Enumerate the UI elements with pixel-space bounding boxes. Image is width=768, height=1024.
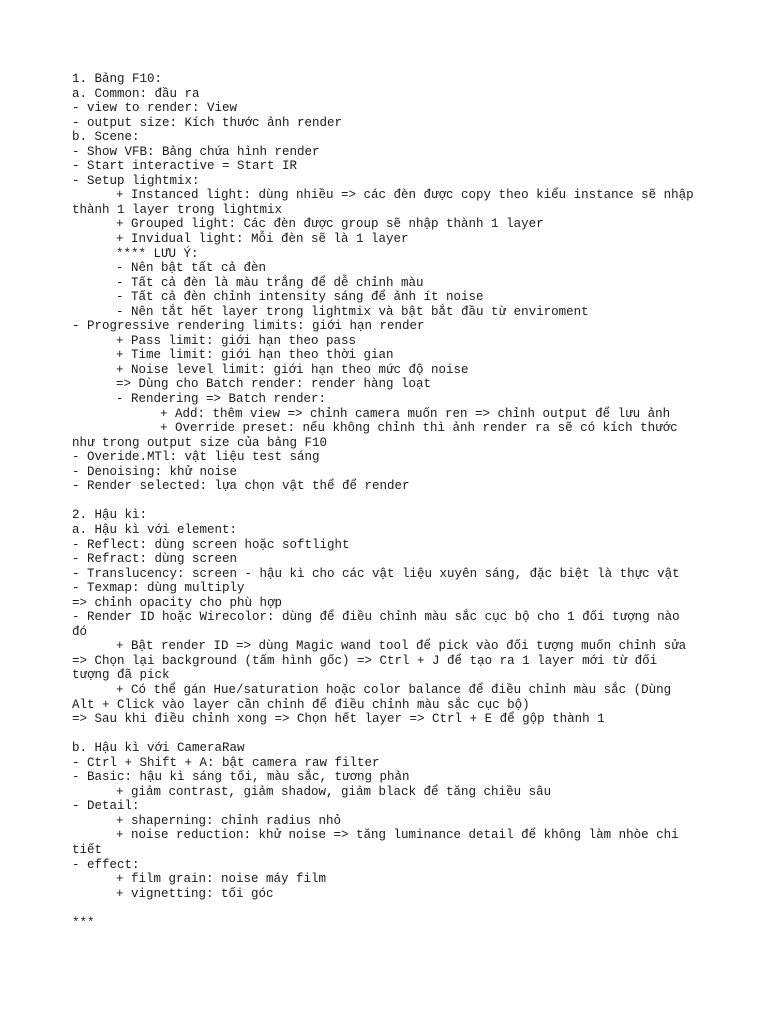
text-line: + Time limit: giới hạn theo thời gian — [116, 348, 394, 363]
text-line: - Detail: — [72, 799, 140, 814]
text-line: a. Common: đầu ra — [72, 86, 200, 101]
text-line: thành 1 layer trong lightmix — [72, 202, 283, 217]
text-line: + Grouped light: Các đèn được group sẽ nhập thành 1 layer — [116, 217, 544, 232]
text-line: - output size: Kích thước ảnh render — [72, 115, 343, 130]
text-line: => Sau khi điều chỉnh xong => Chọn hết layer => Ctrl + E để gộp thành 1 — [72, 712, 605, 727]
text-line: + Noise level limit: giới hạn theo mức độ noise — [116, 362, 469, 377]
text-line: - view to render: View — [72, 101, 238, 116]
text-line: - Nên bật tất cả đèn — [116, 261, 267, 276]
text-line: + noise reduction: khử noise => tăng luminance detail để không làm nhòe chi — [116, 828, 679, 843]
text-line: => Chọn lại background (tấm hình gốc) => Ctrl + J để tạo ra 1 layer mới từ đối — [72, 653, 658, 668]
text-line: - Denoising: khử noise — [72, 464, 238, 479]
text-line: + Có thể gán Hue/saturation hoặc color balance để điều chỉnh màu sắc (Dùng — [116, 682, 672, 697]
text-line: - Ctrl + Shift + A: bật camera raw filter — [72, 755, 380, 770]
text-line: + Bật render ID => dùng Magic wand tool để pick vào đối tượng muốn chỉnh sửa — [116, 639, 687, 654]
text-line: - Refract: dùng screen — [72, 552, 238, 567]
text-line: b. Scene: — [72, 130, 140, 145]
text-line: => Dùng cho Batch render: render hàng loạt — [116, 377, 432, 392]
text-line: - Start interactive = Start IR — [72, 159, 298, 174]
text-line: + Pass limit: giới hạn theo pass — [116, 333, 357, 348]
text-line: - Progressive rendering limits: giới hạn render — [72, 319, 425, 334]
blank-line — [72, 727, 700, 742]
text-line: tiết — [72, 842, 103, 857]
text-line: + giảm contrast, giảm shadow, giảm black để tăng chiều sâu — [116, 784, 552, 799]
text-line: 2. Hậu kì: — [72, 508, 148, 523]
text-line: - Texmap: dùng multiply — [72, 581, 245, 596]
blank-line — [72, 494, 700, 509]
text-line: - Tất cả đèn chỉnh intensity sáng để ảnh ít noise — [116, 290, 484, 305]
text-line: - Basic: hậu kì sáng tối, màu sắc, tương phản — [72, 770, 410, 785]
text-line: - Nên tắt hết layer trong lightmix và bật bắt đầu từ enviroment — [116, 304, 589, 319]
text-line: **** LƯU Ý: — [116, 246, 199, 261]
text-line: - Translucency: screen - hậu kì cho các vật liệu xuyên sáng, đặc biệt là thực vật — [72, 566, 680, 581]
text-line: => chỉnh opacity cho phù hợp — [72, 595, 283, 610]
text-line: Alt + Click vào layer cần chỉnh để điều chỉnh màu sắc cục bộ) — [72, 697, 530, 712]
text-line: *** — [72, 915, 95, 930]
text-line: - Overide.MTl: vật liệu test sáng — [72, 450, 320, 465]
text-line: + Add: thêm view => chỉnh camera muốn ren => chỉnh output để lưu ảnh — [160, 406, 671, 421]
text-line: - Show VFB: Bảng chứa hình render — [72, 144, 320, 159]
text-line: a. Hậu kì với element: — [72, 522, 238, 537]
text-line: đó — [72, 624, 88, 639]
text-line: - effect: — [72, 857, 140, 872]
text-line: - Reflect: dùng screen hoặc softlight — [72, 537, 350, 552]
text-line: + vignetting: tối góc — [116, 886, 274, 901]
text-line: + Invidual light: Mỗi đèn sẽ là 1 layer — [116, 232, 409, 247]
text-line: - Rendering => Batch render: — [116, 392, 327, 407]
text-line: + Instanced light: dùng nhiều => các đèn được copy theo kiểu instance sẽ nhập — [116, 188, 694, 203]
text-line: - Render ID hoặc Wirecolor: dùng để điều chỉnh màu sắc cục bộ cho 1 đối tượng nào — [72, 610, 680, 625]
document-body — [72, 72, 700, 930]
text-line: b. Hậu kì với CameraRaw — [72, 741, 245, 756]
blank-line — [72, 901, 700, 916]
text-line: như trong output size của bảng F10 — [72, 435, 328, 450]
text-line: 1. Bảng F10: — [72, 72, 163, 86]
text-line: + Override preset: nếu không chỉnh thì ảnh render ra sẽ có kích thước — [160, 421, 678, 436]
text-line: + shaperning: chỉnh radius nhỏ — [116, 813, 342, 828]
text-line: tượng đã pick — [72, 668, 170, 683]
text-line: - Tất cả đèn là màu trắng để dễ chỉnh màu — [116, 275, 424, 290]
text-line: + film grain: noise máy film — [116, 872, 327, 887]
text-line: - Setup lightmix: — [72, 173, 200, 188]
text-line: - Render selected: lựa chọn vật thể để render — [72, 479, 410, 494]
